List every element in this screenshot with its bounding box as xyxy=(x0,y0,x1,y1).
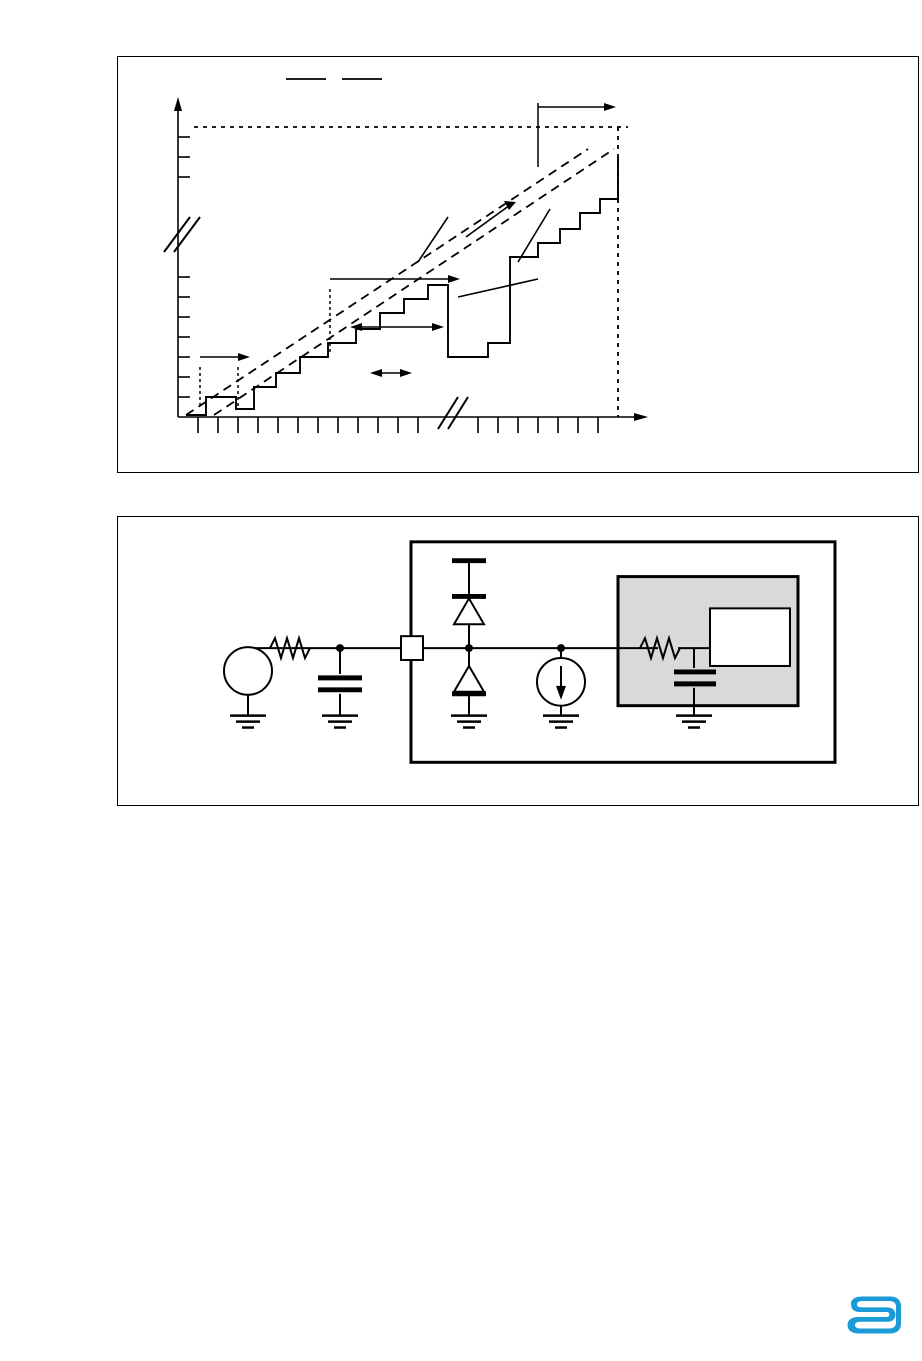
upper-protection-diode xyxy=(452,596,486,624)
ground-symbol-5 xyxy=(676,716,712,728)
adc-input-circuit xyxy=(118,517,918,805)
leakage-current-source xyxy=(537,658,585,706)
converter-block xyxy=(710,608,790,666)
st-logo xyxy=(846,1295,902,1335)
x-axis-ticks xyxy=(198,417,598,433)
figure-adc-transfer-characteristic xyxy=(117,56,919,473)
x-axis-arrowhead xyxy=(634,413,648,421)
lower-protection-diode xyxy=(452,666,486,694)
voltage-source xyxy=(224,647,272,695)
ground-symbol-2 xyxy=(322,716,358,728)
differential-linearity-annotation xyxy=(370,369,412,377)
adc-transfer-chart xyxy=(118,57,918,472)
y-axis-break xyxy=(164,217,200,252)
y-axis-arrowhead xyxy=(174,97,182,111)
gain-error-annotation xyxy=(330,275,460,353)
figure-adc-input-model xyxy=(117,516,919,806)
ideal-line-upper xyxy=(214,149,614,415)
y-axis-ticks xyxy=(178,137,190,397)
x-axis-break xyxy=(438,397,468,429)
total-unadjusted-error-annotation xyxy=(538,103,616,167)
external-capacitor xyxy=(318,678,362,690)
offset-error-annotation xyxy=(200,353,250,409)
ground-symbol-1 xyxy=(230,716,266,728)
pin-pad xyxy=(401,636,423,660)
ground-symbol-3 xyxy=(451,716,487,728)
ground-symbol-4 xyxy=(543,716,579,728)
